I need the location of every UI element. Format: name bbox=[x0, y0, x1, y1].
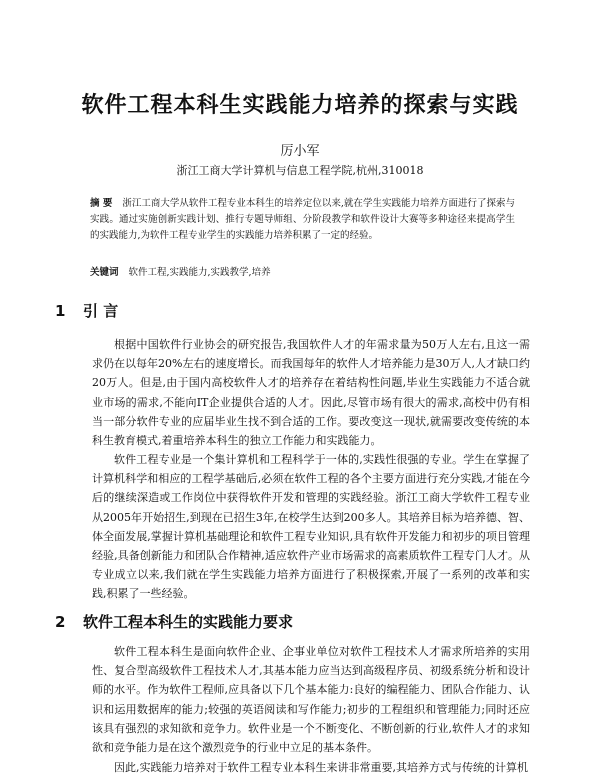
section-title: 引 言 bbox=[83, 302, 119, 320]
section-heading-1 bbox=[55, 300, 118, 321]
keywords bbox=[90, 265, 515, 281]
paragraph: 软件工程专业是一个集计算机和工程科学于一体的,实践性很强的专业。学生在掌握了计算机科学和相应的工程学基础后,必须在软件工程的各个主要方面进行充分实践,才能在今后的继续深造或工作岗位中获得软件开发和管理的实践经验。浙江工商大学软件工程专业从2005年开始招生,到现在已招生3年,在校学生达到200多人。其培养目标为培养德、智、体全面发展,掌握计算机基础理论和软件工程专业知识,具有软件开发能力和初步的项目管理经验,具备创新能力和团队合作精神,适应软件产业市场需求的高素质软件工程专门人才。从专业成立以来,我们就在学生实践能力培养方面进行了积极探索,开展了一系列的改革和实践,积累了一些经验。 bbox=[92, 453, 530, 601]
author-affiliation: 浙江工商大学计算机与信息工程学院,杭州,310018 bbox=[176, 164, 424, 177]
paragraph: 软件工程本科生是面向软件企业、企事业单位对软件工程技术人才需求所培养的实用性、复合型高级软件工程技术人才,其基本能力应当达到高级程序员、初级系统分析和设计师的水平。作为软件工程师,应具备以下几个基本能力:良好的编程能力、团队合作能力、认识和运用数据库的能力;较强的英语阅读和写作能力;初步的工程组织和管理能力;同时还应该具有强烈的求知欲和竞争力。软件业是一个不断变化、不断创新的行业,软件人才的求知欲和竞争能力是在这个激烈竞争的行业中立足的基本条件。 bbox=[92, 645, 530, 755]
section-heading-2 bbox=[55, 611, 293, 632]
keywords-text: 软件工程,实践能力,实践教学,培养 bbox=[128, 267, 271, 278]
author-name: 厉小军 bbox=[280, 144, 320, 159]
section-number: 1 bbox=[55, 302, 66, 320]
paragraph: 根据中国软件行业协会的研究报告,我国软件人才的年需求量为50万人左右,且这一需求仍在以每年20%左右的速度增长。而我国每年的软件人才培养能力是30万人,人才缺口约20万人。但是,由于国内高校软件人才的培养存在着结构性问题,毕业生实践能力不适合就业市场的需求,不能向IT企业提供合适的人才。因此,尽管市场有很大的需求,高校中仍有相当一部分软件专业的应届毕业生找不到合适的工作。要改变这一现状,就需要改变传统的本科生教育模式,着重培养本科生的独立工作能力和实践能力。 bbox=[92, 338, 530, 448]
abstract-label: 摘 要 bbox=[90, 198, 113, 209]
keywords-label: 关键词 bbox=[90, 267, 119, 278]
section-title: 软件工程本科生的实践能力要求 bbox=[83, 613, 294, 631]
abstract-text: 浙江工商大学从软件工程专业本科生的培养定位以来,就在学生实践能力培养方面进行了探索与实践。通过实施创新实践计划、推行专题导师组、分阶段教学和软件设计大赛等多种途径来提高学生的实践能力,为软件工程专业学生的实践能力培养积累了一定的经验。 bbox=[90, 198, 515, 241]
paper-title: 软件工程本科生实践能力培养的探索与实践 bbox=[81, 93, 519, 118]
paragraph: 因此,实践能力培养对于软件工程专业本科生来讲非常重要,其培养方式与传统的计算机 bbox=[114, 761, 528, 774]
abstract bbox=[90, 196, 515, 244]
section-number: 2 bbox=[55, 613, 66, 631]
